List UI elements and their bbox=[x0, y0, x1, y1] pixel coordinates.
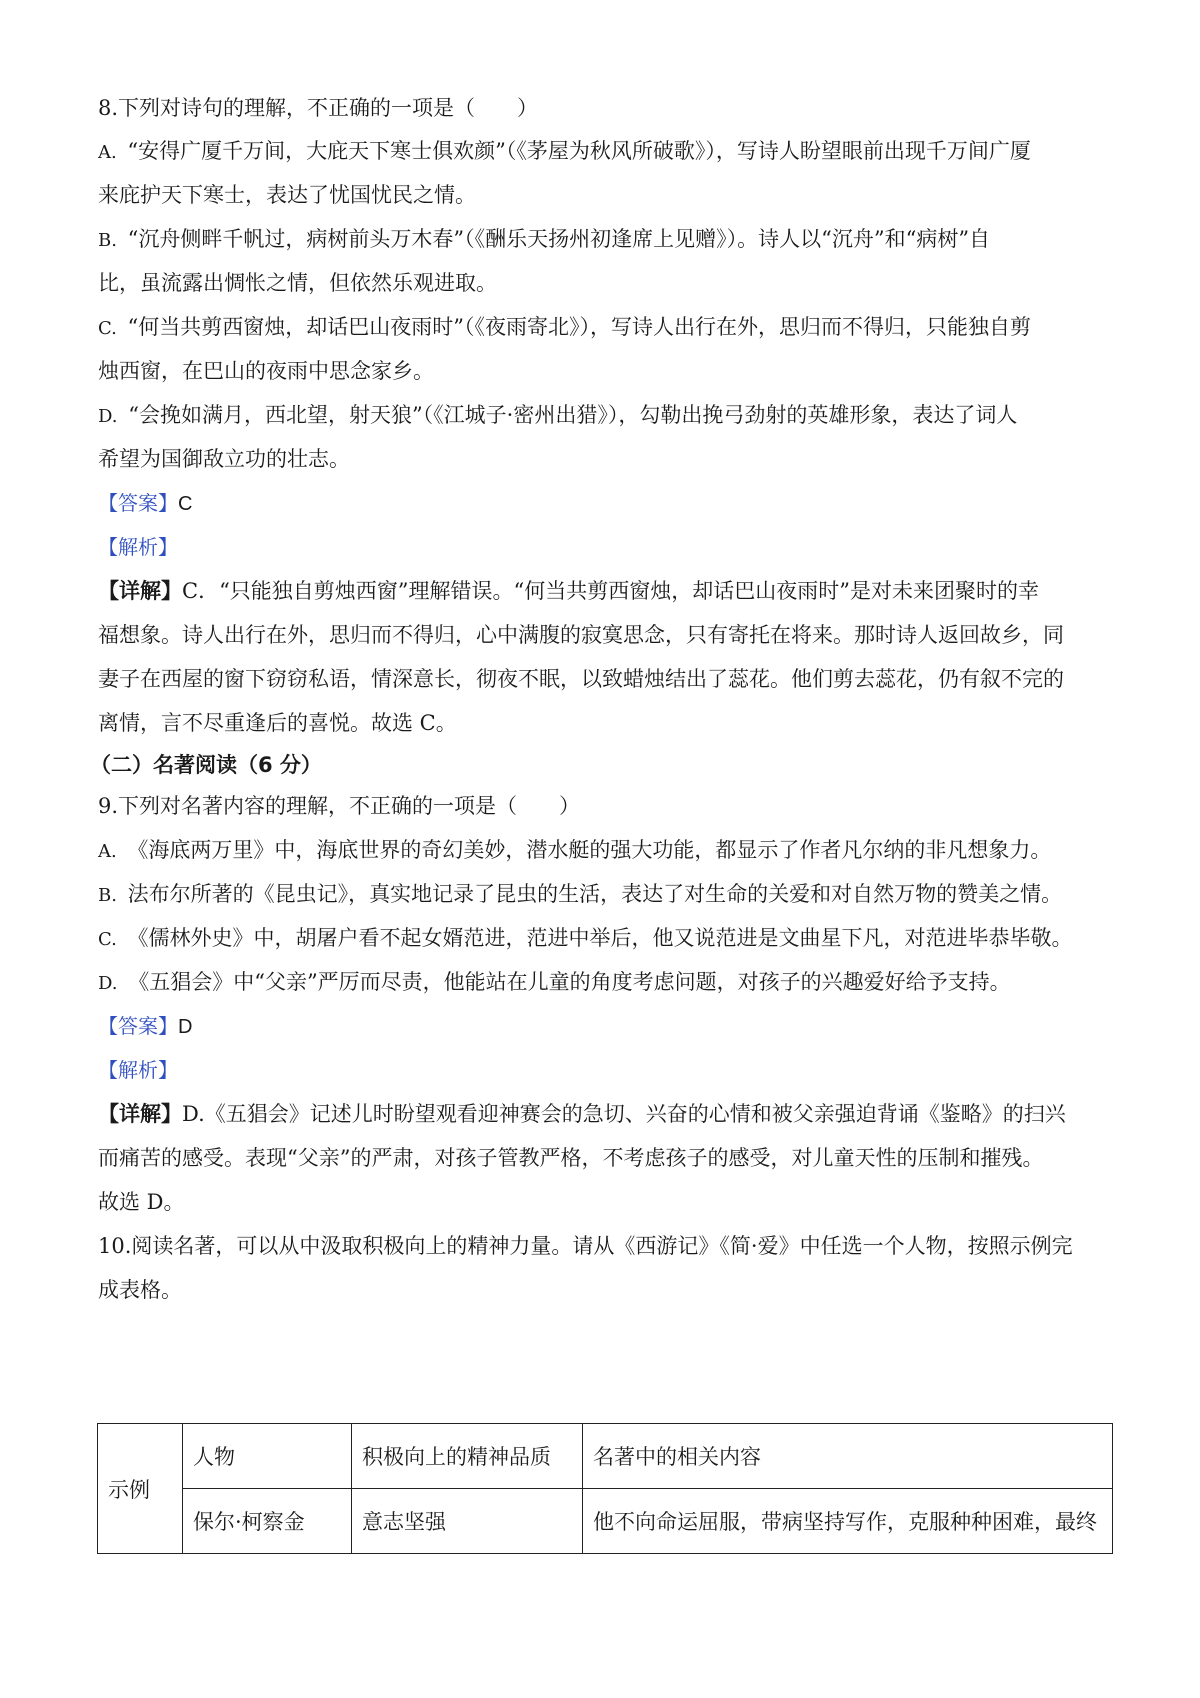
example-table bbox=[97, 1423, 1113, 1554]
q9-analysis-label: 【解析】 bbox=[98, 1058, 178, 1082]
q9-analysis-tag bbox=[98, 1054, 1110, 1086]
q9-option-c-label: C. bbox=[98, 929, 117, 950]
q8-stem: 8.下列对诗句的理解，不正确的一项是（ ） bbox=[98, 96, 539, 120]
q10-stem-line2: 成表格。 bbox=[98, 1278, 182, 1302]
table-cell-content: 他不向命运屈服，带病坚持写作，克服种种困难，最终 bbox=[583, 1489, 1113, 1554]
q9-detail-line3: 故选 D。 bbox=[98, 1190, 185, 1214]
q8-option-c-line1 bbox=[98, 311, 1110, 345]
q9-option-a-text: 《海底两万里》中，海底世界的奇幻美妙，潜水艇的强大功能，都显示了作者凡尔纳的非凡想象力。 bbox=[127, 838, 1052, 862]
q9-option-a-label: A. bbox=[98, 841, 117, 862]
section-heading: （二）名著阅读（6 分） bbox=[90, 753, 322, 777]
q9-option-b-text: 法布尔所著的《昆虫记》，真实地记录了昆虫的生活，表达了对生命的关爱和对自然万物的赞美之情。 bbox=[127, 882, 1063, 906]
q9-option-a bbox=[98, 834, 1110, 868]
q8-detail-line2: 福想象。诗人出行在外，思归而不得归，心中满腹的寂寞思念，只有寄托在将来。那时诗人返回故乡，同 bbox=[98, 623, 1064, 647]
q9-option-d-label: D. bbox=[98, 973, 118, 994]
q9-answer-tag: 【答案】 bbox=[98, 1014, 178, 1038]
q9-option-b-label: B. bbox=[98, 885, 117, 906]
table-cell-quality: 意志坚强 bbox=[352, 1489, 583, 1554]
q8-detail-text1: C．“只能独自剪烛西窗”理解错误。“何当共剪西窗烛，却话巴山夜雨时”是对未来团聚时的幸 bbox=[182, 579, 1040, 603]
q8-option-b-line1 bbox=[98, 223, 1110, 257]
q8-detail-tag: 【详解】 bbox=[98, 578, 182, 603]
q8-option-b-label: B. bbox=[98, 230, 117, 251]
table-row bbox=[98, 1489, 1113, 1554]
q8-option-a-line2: 来庇护天下寒士，表达了忧国忧民之情。 bbox=[98, 183, 476, 207]
q9-detail-line1 bbox=[98, 1098, 1110, 1130]
q8-option-b-text1: “沉舟侧畔千帆过，病树前头万木春”（《酬乐天扬州初逢席上见赠》）。诗人以“沉舟”和“病树”自 bbox=[127, 227, 991, 251]
q9-answer bbox=[98, 1010, 1110, 1043]
q8-detail-line4: 离情，言不尽重逢后的喜悦。故选 C。 bbox=[98, 711, 457, 735]
q9-detail-tag: 【详解】 bbox=[98, 1101, 182, 1126]
q9-option-b bbox=[98, 878, 1110, 912]
q8-option-c-label: C. bbox=[98, 318, 117, 339]
table-header-content: 名著中的相关内容 bbox=[583, 1424, 1113, 1489]
q9-detail-text1: D.《五猖会》记述儿时盼望观看迎神赛会的急切、兴奋的心情和被父亲强迫背诵《鉴略》的扫兴 bbox=[182, 1102, 1066, 1126]
q8-answer bbox=[98, 487, 1110, 520]
q8-option-d-line2: 希望为国御敌立功的壮志。 bbox=[98, 447, 350, 471]
q9-option-c-text: 《儒林外史》中，胡屠户看不起女婿范进，范进中举后，他又说范进是文曲星下凡，对范进毕恭毕敬。 bbox=[127, 926, 1073, 950]
q8-answer-tag: 【答案】 bbox=[98, 491, 178, 515]
q9-option-d-text: 《五猖会》中“父亲”严厉而尽责，他能站在儿童的角度考虑问题，对孩子的兴趣爱好给予支持。 bbox=[128, 970, 1011, 994]
q9-option-d bbox=[98, 966, 1110, 1000]
table-header-character: 人物 bbox=[183, 1424, 352, 1489]
q10-stem-line1: 10.阅读名著，可以从中汲取积极向上的精神力量。请从《西游记》《简·爱》中任选一个人物，按照示例完 bbox=[98, 1234, 1073, 1258]
q8-option-c-text1: “何当共剪西窗烛，却话巴山夜雨时”（《夜雨寄北》），写诗人出行在外，思归而不得归，只能独自剪 bbox=[127, 315, 1032, 339]
q9-option-c bbox=[98, 922, 1110, 956]
q8-option-a-label: A. bbox=[98, 142, 117, 163]
q8-analysis-tag bbox=[98, 531, 1110, 563]
q9-answer-value: D bbox=[178, 1016, 193, 1038]
q8-answer-value: C bbox=[178, 493, 193, 515]
q9-detail-line2: 而痛苦的感受。表现“父亲”的严肃，对孩子管教严格，不考虑孩子的感受，对儿童天性的压制和摧残。 bbox=[98, 1146, 1044, 1170]
q8-option-a-text1: “安得广厦千万间，大庇天下寒士俱欢颜”（《茅屋为秋风所破歌》），写诗人盼望眼前出现千万间广厦 bbox=[127, 139, 1031, 163]
q8-option-a-line1 bbox=[98, 135, 1110, 169]
q8-option-b-line2: 比，虽流露出惆怅之情，但依然乐观进取。 bbox=[98, 271, 497, 295]
q9-stem: 9.下列对名著内容的理解，不正确的一项是（ ） bbox=[98, 794, 581, 818]
q8-detail-line1 bbox=[98, 575, 1110, 607]
table-cell-character: 保尔·柯察金 bbox=[183, 1489, 352, 1554]
q8-option-d-label: D. bbox=[98, 406, 118, 427]
q8-option-d-text1: “会挽如满月，西北望，射天狼”（《江城子·密州出猎》），勾勒出挽弓劲射的英雄形象，表达了词人 bbox=[128, 403, 1018, 427]
q8-detail-line3: 妻子在西屋的窗下窃窃私语，情深意长，彻夜不眠，以致蜡烛结出了蕊花。他们剪去蕊花，仍有叙不完的 bbox=[98, 667, 1064, 691]
q8-analysis-label: 【解析】 bbox=[98, 535, 178, 559]
q8-option-d-line1 bbox=[98, 399, 1110, 433]
q8-option-c-line2: 烛西窗，在巴山的夜雨中思念家乡。 bbox=[98, 359, 434, 383]
table-header-quality: 积极向上的精神品质 bbox=[352, 1424, 583, 1489]
table-header-row bbox=[98, 1424, 1113, 1489]
table-row-header: 示例 bbox=[98, 1424, 183, 1554]
